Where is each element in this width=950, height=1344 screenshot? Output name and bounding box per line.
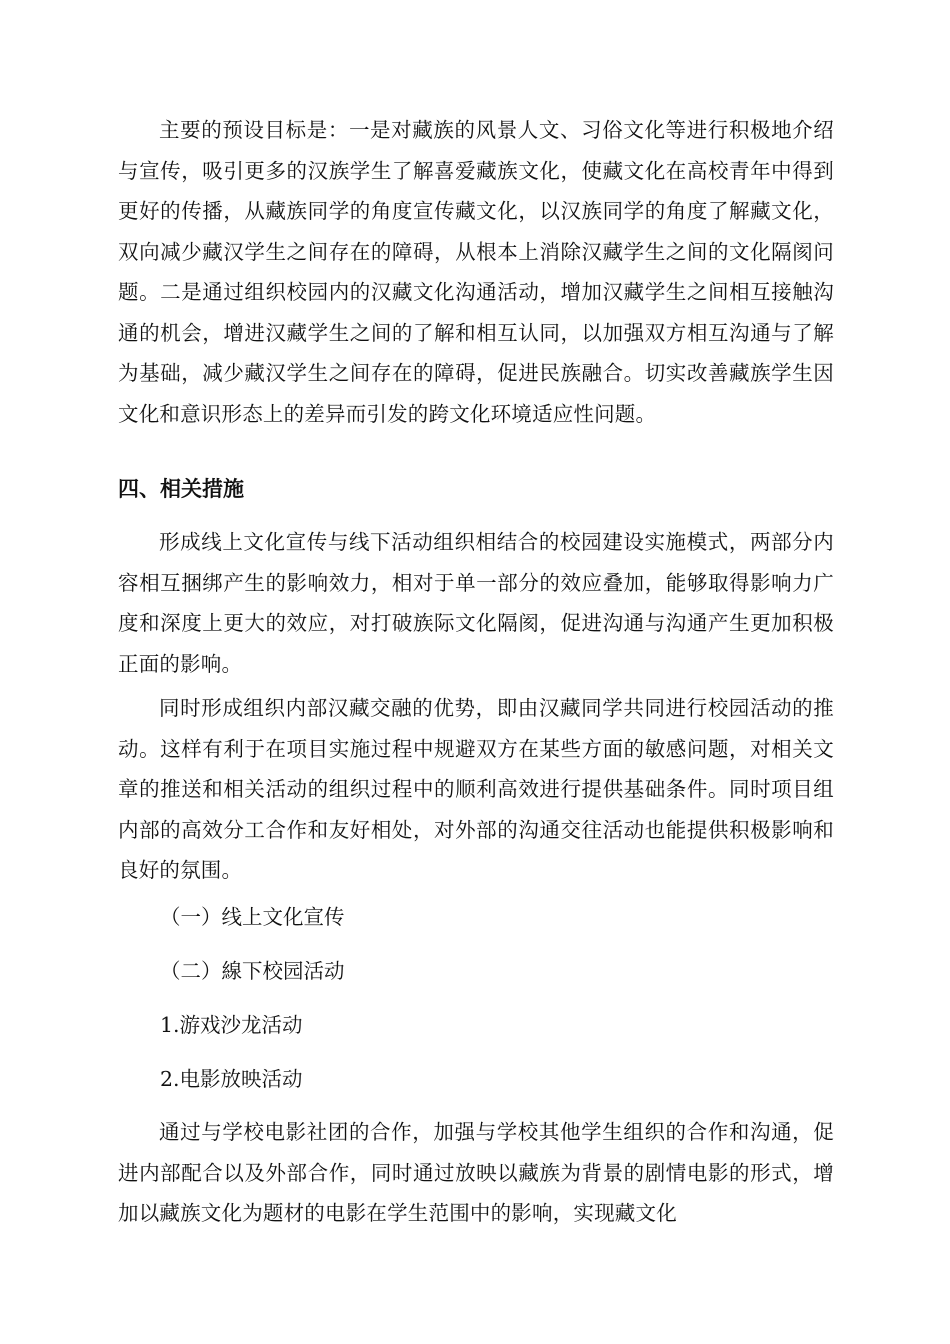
list-item-game-salon: 1.游戏沙龙活动 <box>160 1013 303 1037</box>
paragraph-implementation-model: 形成线上文化宣传与线下活动组织相结合的校园建设实施模式，两部分内容相互捆绑产生的影响效力，相对于单一部分的效应叠加，能够取得影响力广度和深度上更大的效应，对打破族际文化隔阂，促进沟通与沟通产生更加积极正面的影响。 <box>118 530 834 676</box>
paragraph-objectives: 主要的预设目标是：一是对藏族的风景人文、习俗文化等进行积极地介绍与宣传，吸引更多的汉族学生了解喜爱藏族文化，使藏文化在高校青年中得到更好的传播，从藏族同学的角度宣传藏文化，以汉族同学的角度了解藏文化，双向减少藏汉学生之间存在的障碍，从根本上消除汉藏学生之间的文化隔阂问题。二是通过组织校园内的汉藏文化沟通活动，增加汉藏学生之间相互接触沟通的机会，增进汉藏学生之间的了解和相互认同，以加强双方相互沟通与了解为基础，减少藏汉学生之间存在的障碍，促进民族融合。切实改善藏族学生因文化和意识形态上的差异而引发的跨文化环境适应性问题。 <box>118 118 834 426</box>
paragraph-team-advantage: 同时形成组织内部汉藏交融的优势，即由汉藏同学共同进行校园活动的推动。这样有利于在项目实施过程中规避双方在某些方面的敏感问题，对相关文章的推送和相关活动的组织过程中的顺利高效进行提供基础条件。同时项目组内部的高效分工合作和友好相处，对外部的沟通交往活动也能提供积极影响和良好的氛围。 <box>118 696 834 882</box>
subheading-offline-activities: （二）線下校园活动 <box>160 959 345 983</box>
section-heading-measures: 四、相关措施 <box>118 477 244 501</box>
paragraph-film-cooperation: 通过与学校电影社团的合作，加强与学校其他学生组织的合作和沟通，促进内部配合以及外部合作，同时通过放映以藏族为背景的剧情电影的形式，增加以藏族文化为题材的电影在学生范围中的影响，实现藏文化 <box>118 1120 834 1225</box>
list-item-film-screening: 2.电影放映活动 <box>160 1067 303 1091</box>
subheading-online-promotion: （一）线上文化宣传 <box>160 905 345 929</box>
